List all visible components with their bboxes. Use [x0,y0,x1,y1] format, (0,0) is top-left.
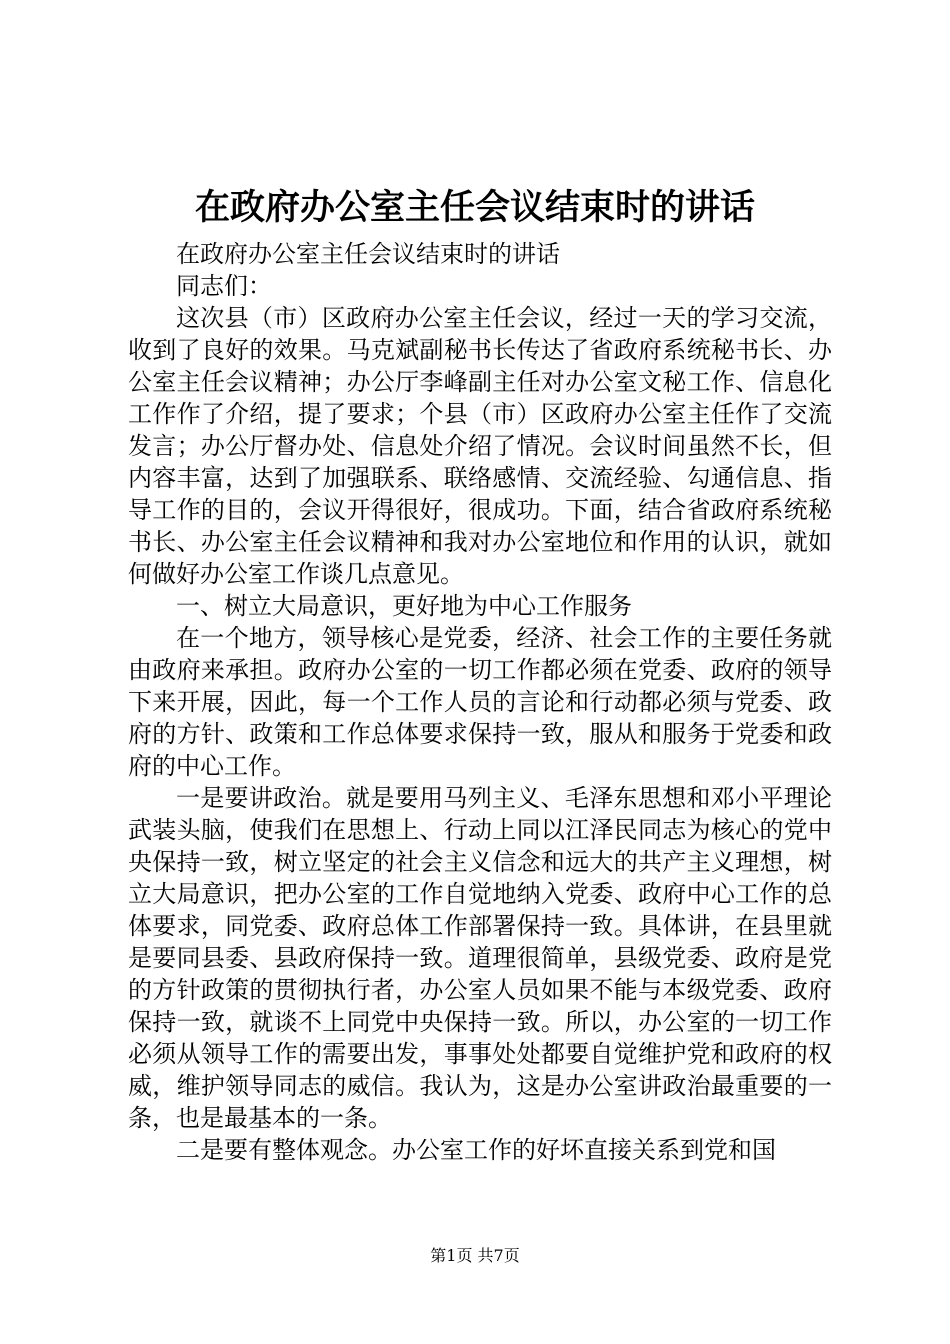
body-paragraph: 一是要讲政治。就是要用马列主义、毛泽东思想和邓小平理论武装头脑，使我们在思想上、行动上同以江泽民同志为核心的党中央保持一致，树立坚定的社会主义信念和远大的共产主义理想，树立大局意识，把办公室的工作自觉地纳入党委、政府中心工作的总体要求，同党委、政府总体工作部署保持一致。具体讲，在县里就是要同县委、县政府保持一致。道理很简单，县级党委、政府是党的方针政策的贯彻执行者，办公室人员如果不能与本级党委、政府保持一致，就谈不上同党中央保持一致。所以，办公室的一切工作必须从领导工作的需要出发，事事处处都要自觉维护党和政府的权威，维护领导同志的威信。我认为，这是办公室讲政治最重要的一条，也是最基本的一条。 [128,784,832,1132]
body-paragraph: 二是要有整体观念。办公室工作的好坏直接关系到党和国 [176,1136,776,1164]
subtitle-paragraph: 在政府办公室主任会议结束时的讲话 [176,240,560,268]
document-title: 在政府办公室主任会议结束时的讲话 [194,187,755,228]
document-body [128,238,832,1166]
section-heading: 一、树立大局意识，更好地为中心工作服务 [176,592,632,620]
page-footer: 第1页 共7页 [430,1246,520,1265]
body-paragraph: 在一个地方，领导核心是党委，经济、社会工作的主要任务就由政府来承担。政府办公室的一切工作都必须在党委、政府的领导下来开展，因此，每一个工作人员的言论和行动都必须与党委、政府的方针、政策和工作总体要求保持一致，服从和服务于党委和政府的中心工作。 [128,624,832,780]
salutation-paragraph: 同志们： [176,272,272,300]
body-paragraph: 这次县（市）区政府办公室主任会议，经过一天的学习交流，收到了良好的效果。马克斌副秘书长传达了省政府系统秘书长、办公室主任会议精神；办公厅李峰副主任对办公室文秘工作、信息化工作作了介绍，提了要求；个县（市）区政府办公室主任作了交流发言；办公厅督办处、信息处介绍了情况。会议时间虽然不长，但内容丰富，达到了加强联系、联络感情、交流经验、勾通信息、指导工作的目的，会议开得很好，很成功。下面，结合省政府系统秘书长、办公室主任会议精神和我对办公室地位和作用的认识，就如何做好办公室工作谈几点意见。 [128,304,832,588]
